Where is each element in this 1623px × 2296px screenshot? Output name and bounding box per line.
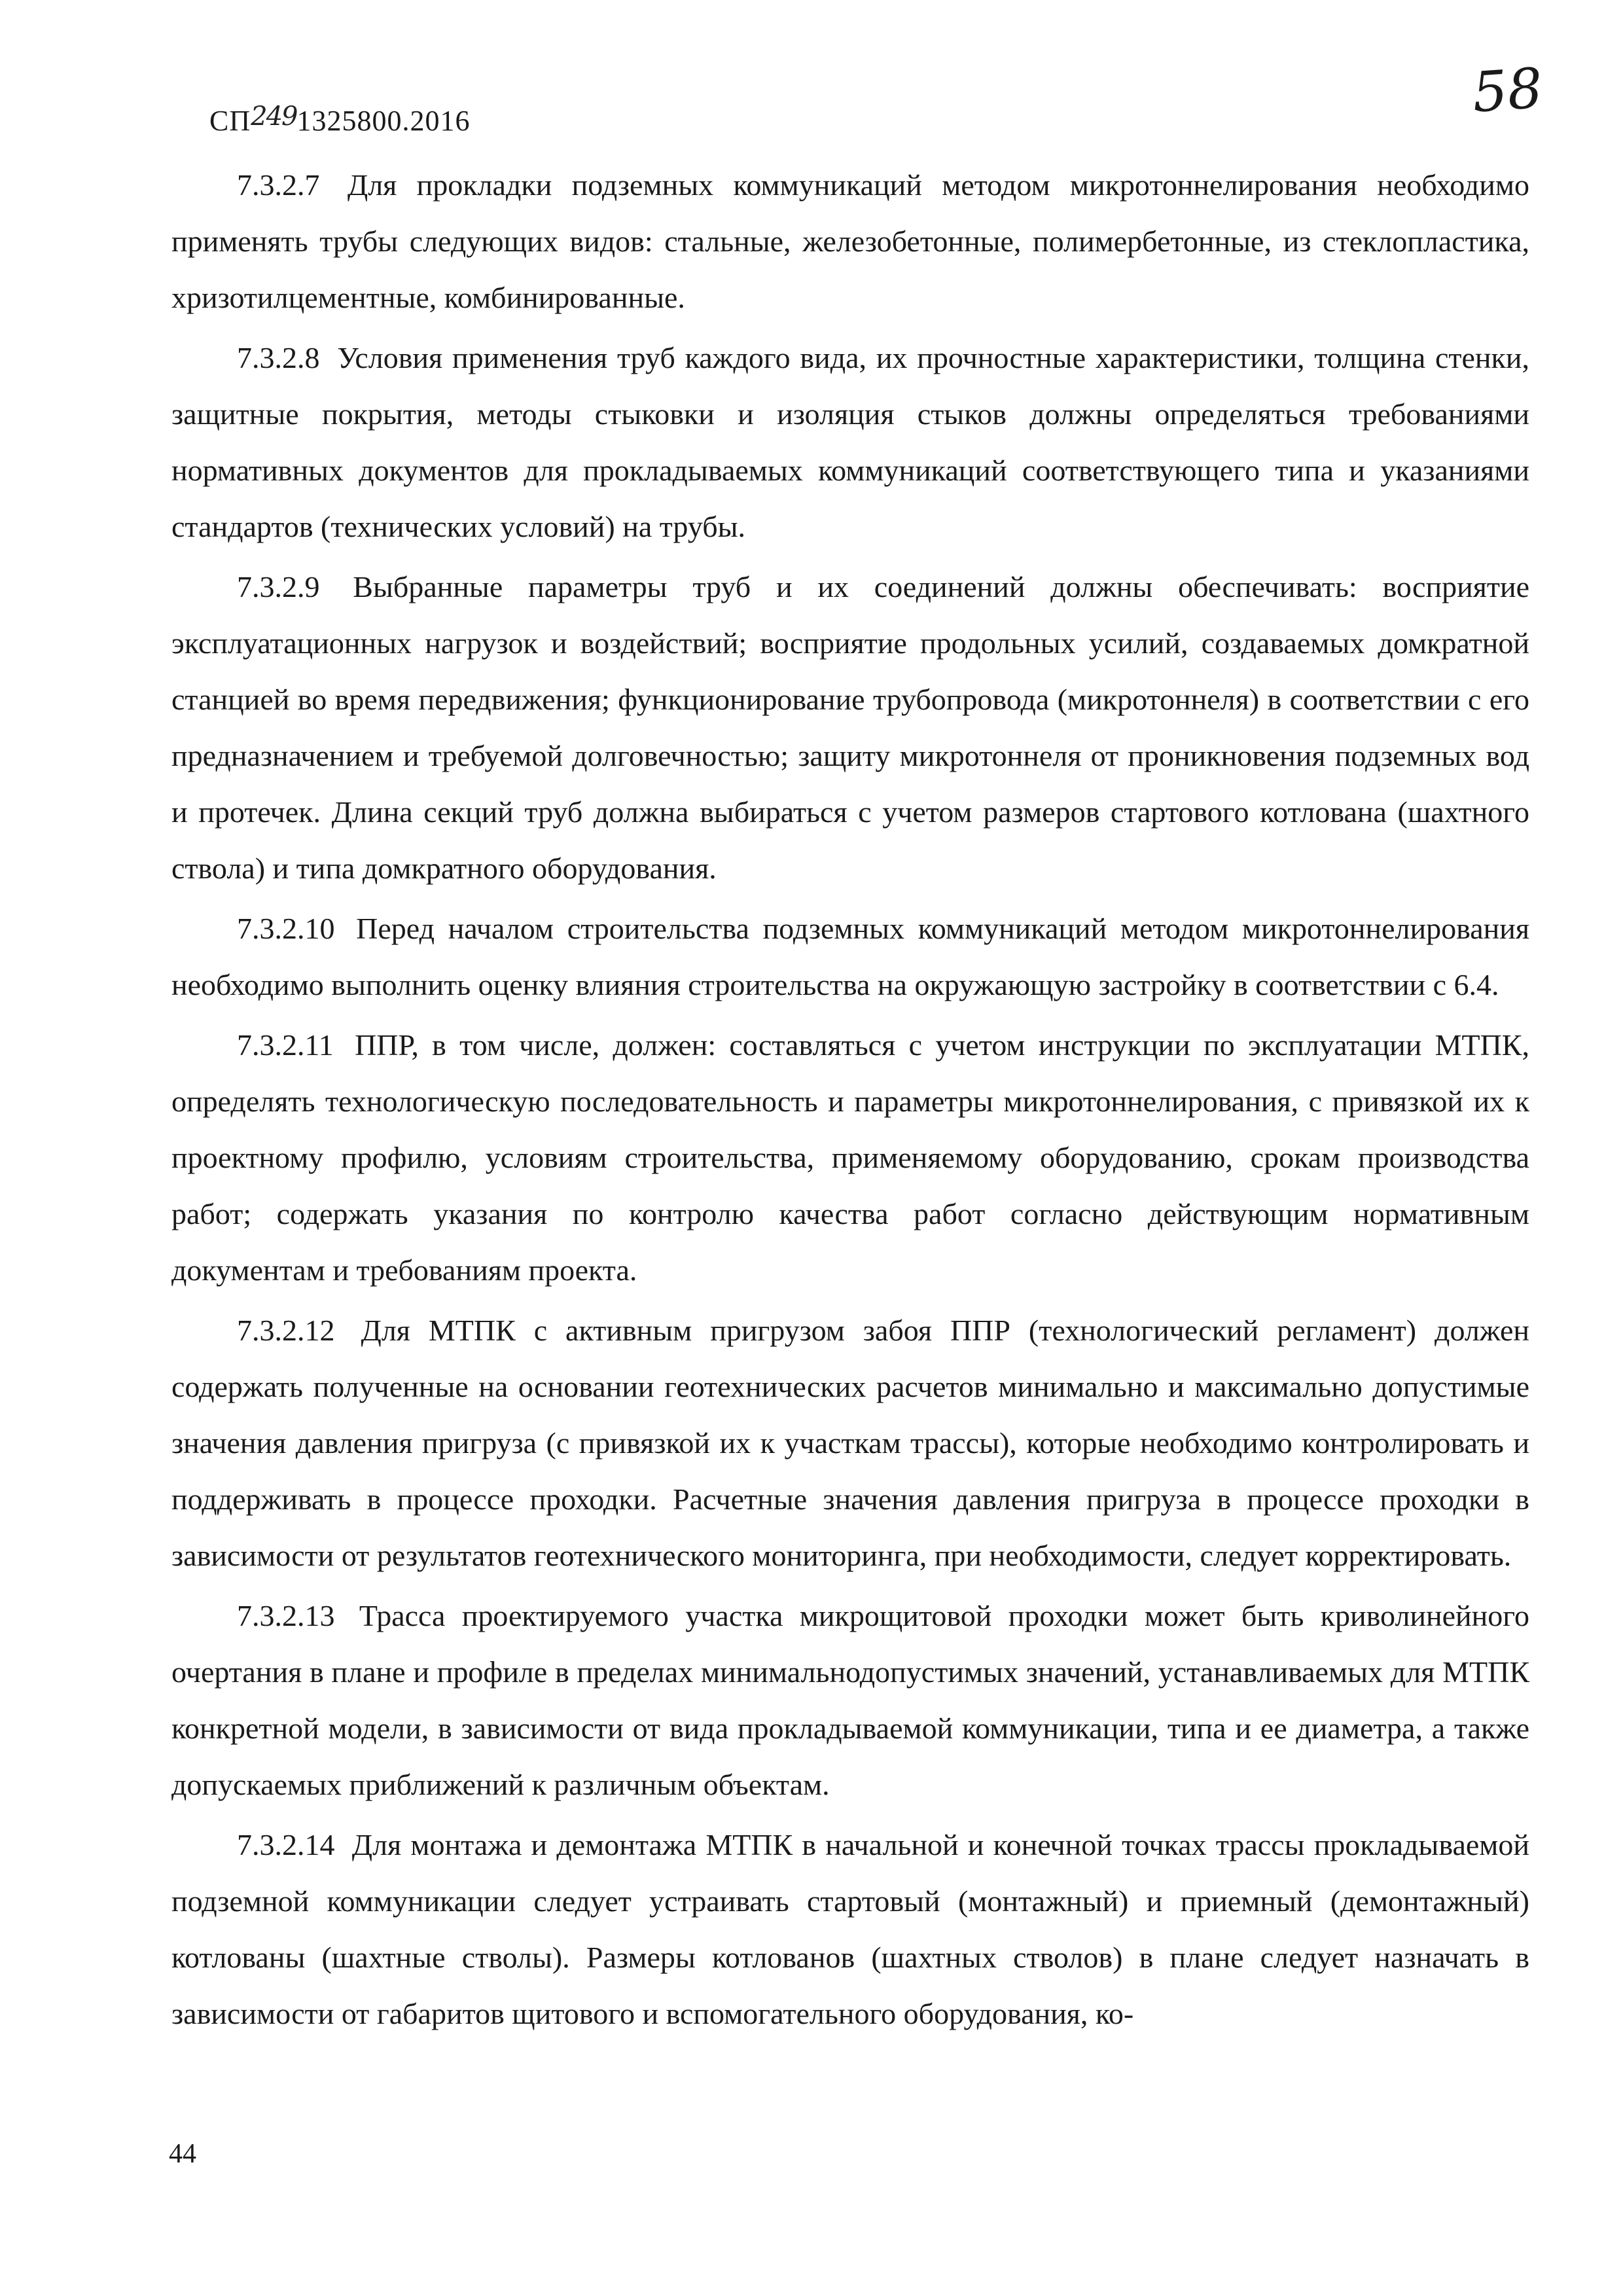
clause-number: 7.3.2.12 [237, 1314, 335, 1347]
paragraph-7-3-2-10 [171, 901, 1529, 1013]
clause-number: 7.3.2.8 [237, 341, 320, 374]
clause-text: Перед началом строительства подземных коммуникаций методом микротоннелирования необходимо выполнить оценку влияния строительства на окружающую застройку в соответствии с 6.4. [171, 912, 1530, 1001]
paragraph-7-3-2-13 [171, 1588, 1529, 1813]
paragraph-7-3-2-12 [171, 1302, 1529, 1584]
paragraph-7-3-2-9 [171, 559, 1529, 897]
clause-number: 7.3.2.10 [237, 912, 335, 945]
clause-number: 7.3.2.7 [237, 168, 320, 202]
clause-text: Выбранные параметры труб и их соединений должны обеспечивать: восприятие эксплуатационных нагрузок и воздействий; восприятие продольных усилий, создаваемых домкратной станцией во время передвижения; функционирование трубопровода (микротоннеля) в соответствии с его предназначением и требуемой долговечностью; защиту микротоннеля от проникновения подземных вод и протечек. Длина секций труб должна выбираться с учетом размеров стартового котлована (шахтного ствола) и типа домкратного оборудования. [171, 570, 1529, 885]
clause-text: Трасса проектируемого участка микрощитовой проходки может быть криволинейного очертания в плане и профиле в пределах минимальнодопустимых значений, устанавливаемых для МТПК конкретной модели, в зависимости от вида прокладываемой коммуникации, типа и ее диаметра, а также допускаемых приближений к различным объектам. [171, 1599, 1530, 1801]
document-code-header [209, 103, 470, 135]
clause-text: ППР, в том числе, должен: составляться с учетом инструкции по эксплуатации МТПК, определять технологическую последовательность и параметры микротоннелирования, с привязкой их к проектному профилю, условиям строительства, применяемому оборудованию, срокам производства работ; содержать указания по контролю качества работ согласно действующим нормативным документам и требованиям проекта. [171, 1028, 1529, 1287]
document-body [171, 157, 1529, 2042]
clause-number: 7.3.2.14 [237, 1828, 335, 1861]
paragraph-7-3-2-7 [171, 157, 1529, 326]
clause-number: 7.3.2.13 [237, 1599, 335, 1632]
clause-text: Для МТПК с активным пригрузом забоя ППР (технологический регламент) должен содержать полученные на основании геотехнических расчетов минимально и максимально допустимые значения давления пригруза (с привязкой их к участкам трассы), которые необходимо контролировать и поддерживать в процессе проходки. Расчетные значения давления пригруза в процессе проходки в зависимости от результатов геотехнического мониторинга, при необходимости, следует корректировать. [171, 1314, 1529, 1572]
page-number: 44 [169, 2139, 196, 2169]
paragraph-7-3-2-14 [171, 1817, 1529, 2042]
clause-number: 7.3.2.9 [237, 570, 320, 603]
paragraph-7-3-2-11 [171, 1017, 1529, 1299]
paragraph-7-3-2-8 [171, 330, 1529, 555]
clause-text: Условия применения труб каждого вида, их прочностные характеристики, толщина стенки, защитные покрытия, методы стыковки и изоляция стыков должны определяться требованиями нормативных документов для прокладываемых коммуникаций соответствующего типа и указаниями стандартов (технических условий) на трубы. [171, 341, 1530, 543]
document-code-prefix: СП [209, 105, 251, 137]
clause-text: Для прокладки подземных коммуникаций методом микротоннелирования необходимо применять трубы следующих видов: стальные, железобетонные, полимербетонные, из стеклопластика, хризотилцементные, комбинированные. [171, 168, 1530, 314]
handwritten-sheet-number: 58 [1470, 56, 1545, 125]
handwritten-code-number: 249 [251, 101, 297, 132]
clause-number: 7.3.2.11 [237, 1028, 334, 1062]
clause-text: Для монтажа и демонтажа МТПК в начальной и конечной точках трассы прокладываемой подземной коммуникации следует устраивать стартовый (монтажный) и приемный (демонтажный) котлованы (шахтные стволы). Размеры котлованов (шахтных стволов) в плане следует назначать в зависимости от габаритов щитового и вспомогательного оборудования, ко- [171, 1828, 1530, 2030]
document-code-suffix: 1325800.2016 [296, 105, 471, 137]
